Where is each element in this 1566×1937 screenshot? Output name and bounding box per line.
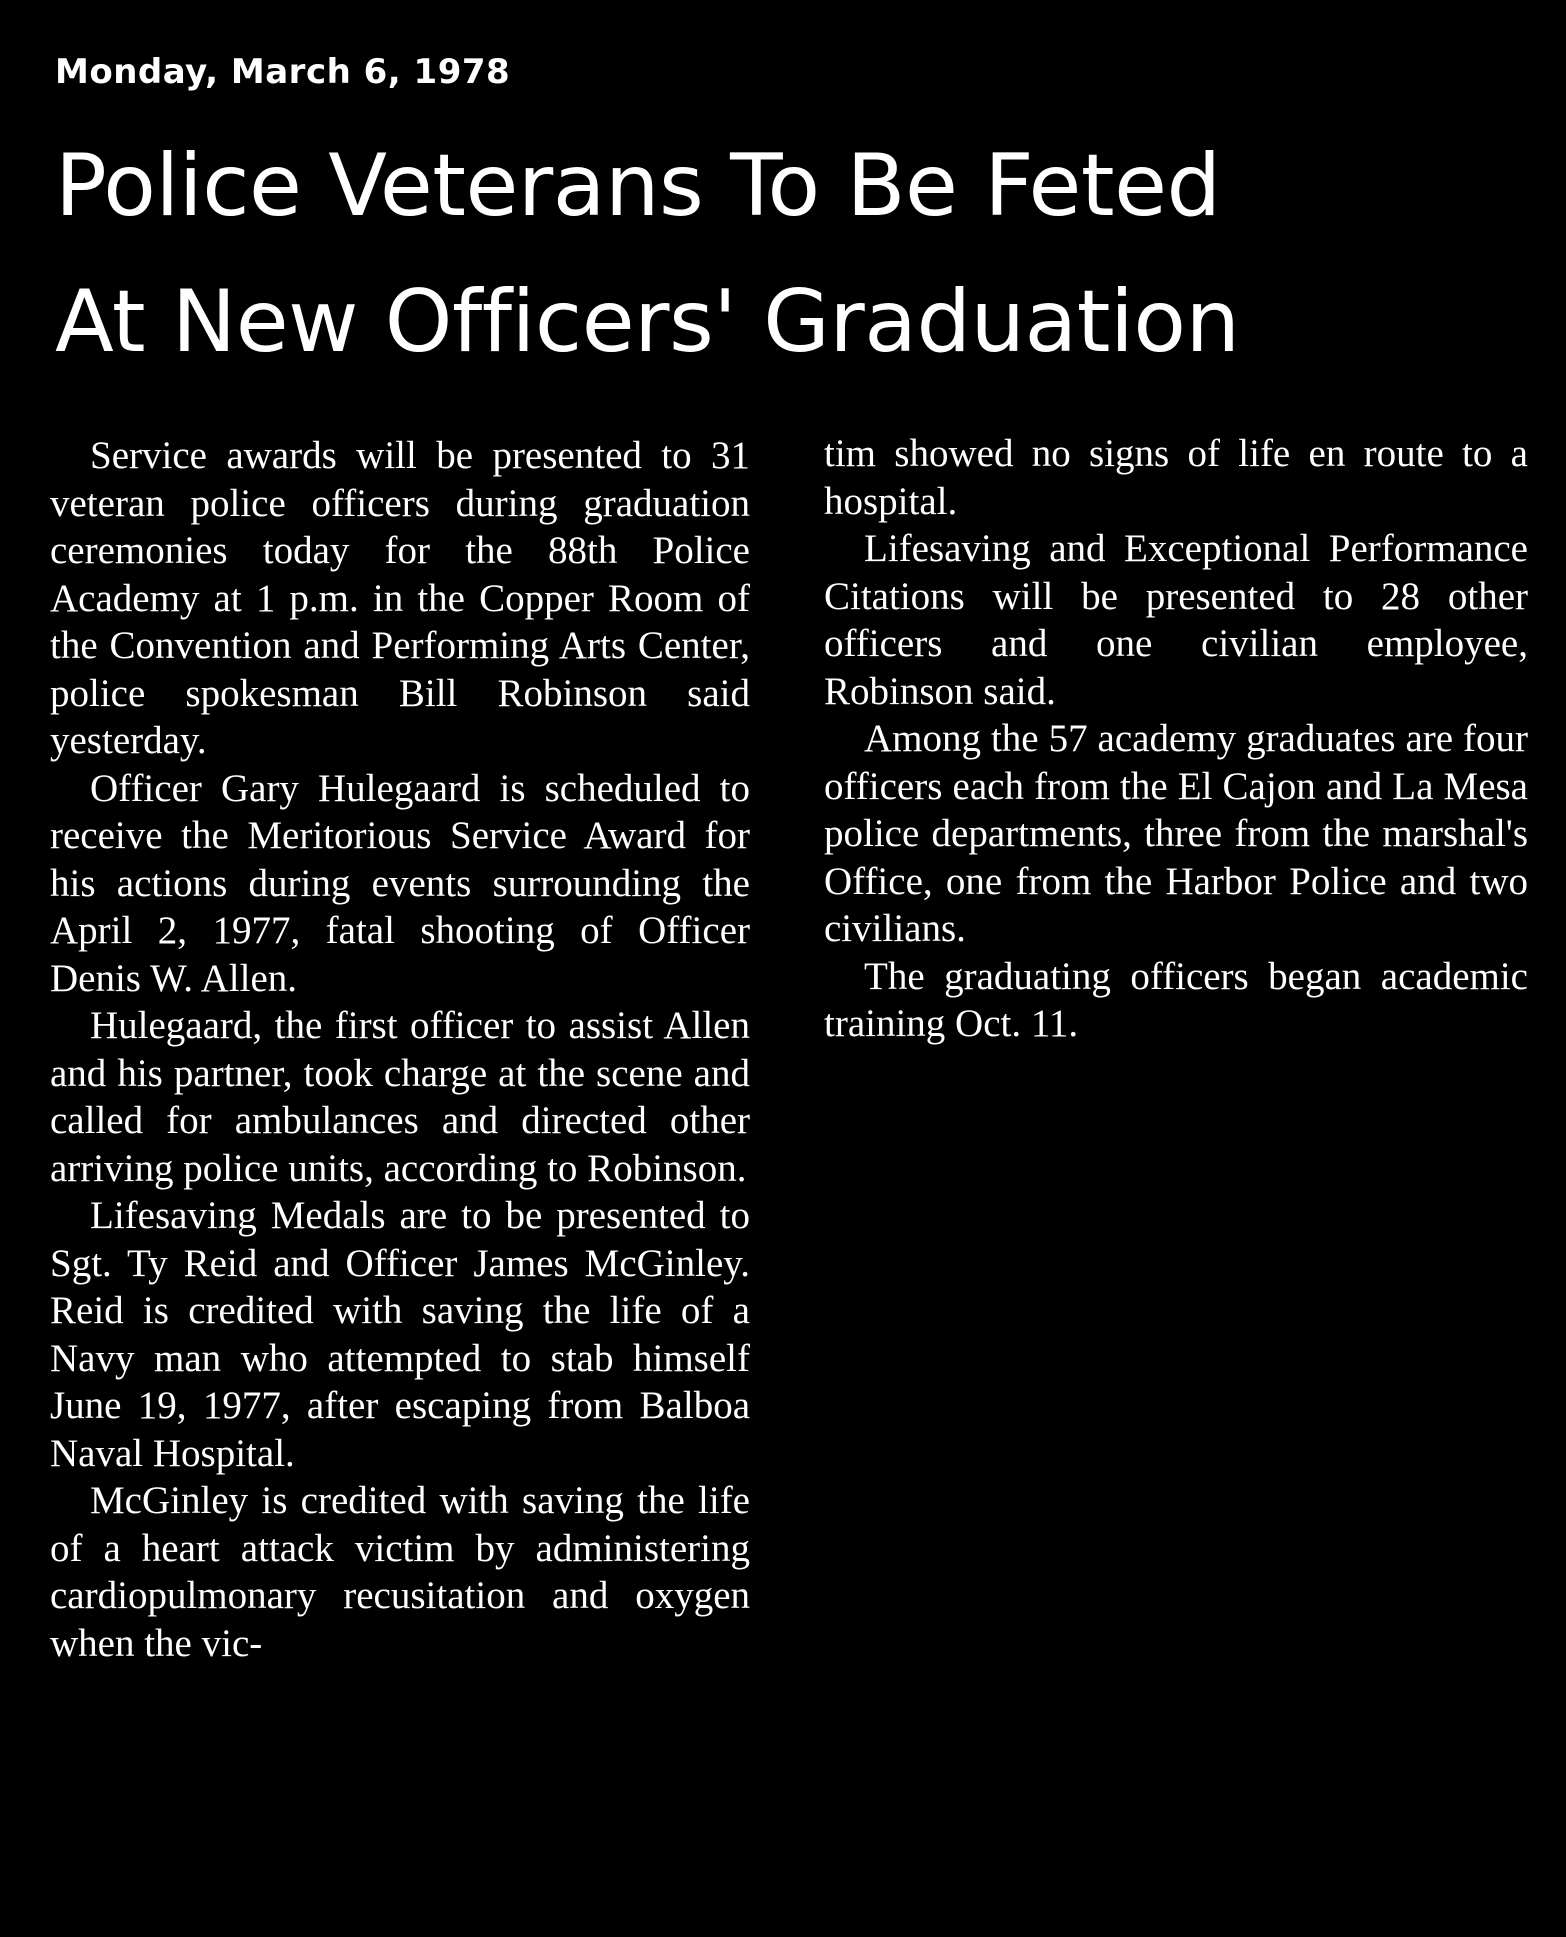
headline-line-2: At New Officers' Graduation — [55, 272, 1240, 372]
article-paragraph: Hulegaard, the first officer to assist Allen and his partner, took charge at the scene and called for ambulances and directed other arriving police units, according to Robinson. — [50, 1004, 750, 1190]
article-paragraph: Among the 57 academy graduates are four officers each from the El Cajon and La Mesa police departments, three from the marshal's Office, one from the Harbor Police and two civilians. — [824, 717, 1528, 950]
article-paragraph: Officer Gary Hulegaard is scheduled to receive the Meritorious Service Award for his actions during events surrounding the April 2, 1977, fatal shooting of Officer Denis W. Allen. — [50, 766, 750, 1000]
article-paragraph: Lifesaving and Exceptional Performance Citations will be presented to 28 other officers and one civilian employee, Robinson said. — [824, 527, 1528, 713]
dateline: Monday, March 6, 1978 — [55, 52, 511, 92]
article-paragraph-continuation: tim showed no signs of life en route to a hospital. — [824, 432, 1528, 523]
headline — [55, 118, 1240, 390]
article-column-right — [824, 430, 1528, 1048]
article-paragraph: Lifesaving Medals are to be presented to Sgt. Ty Reid and Officer James McGinley. Reid is credited with saving the life of a Navy man who attempted to stab himself June 19, 1977, after escaping from Balboa Naval Hospital. — [50, 1194, 750, 1475]
headline-line-1: Police Veterans To Be Feted — [55, 136, 1221, 236]
article-column-left — [50, 432, 750, 1667]
article-paragraph: The graduating officers began academic training Oct. 11. — [824, 954, 1528, 1045]
article-paragraph: Service awards will be presented to 31 veteran police officers during graduation ceremonies today for the 88th Police Academy at 1 p.m. in the Copper Room of the Convention and Performing Arts Center, police spokesman Bill Robinson said yesterday. — [50, 434, 750, 762]
article-paragraph: McGinley is credited with saving the life of a heart attack victim by administering cardiopulmonary recusitation and oxygen when the vic- — [50, 1479, 750, 1665]
